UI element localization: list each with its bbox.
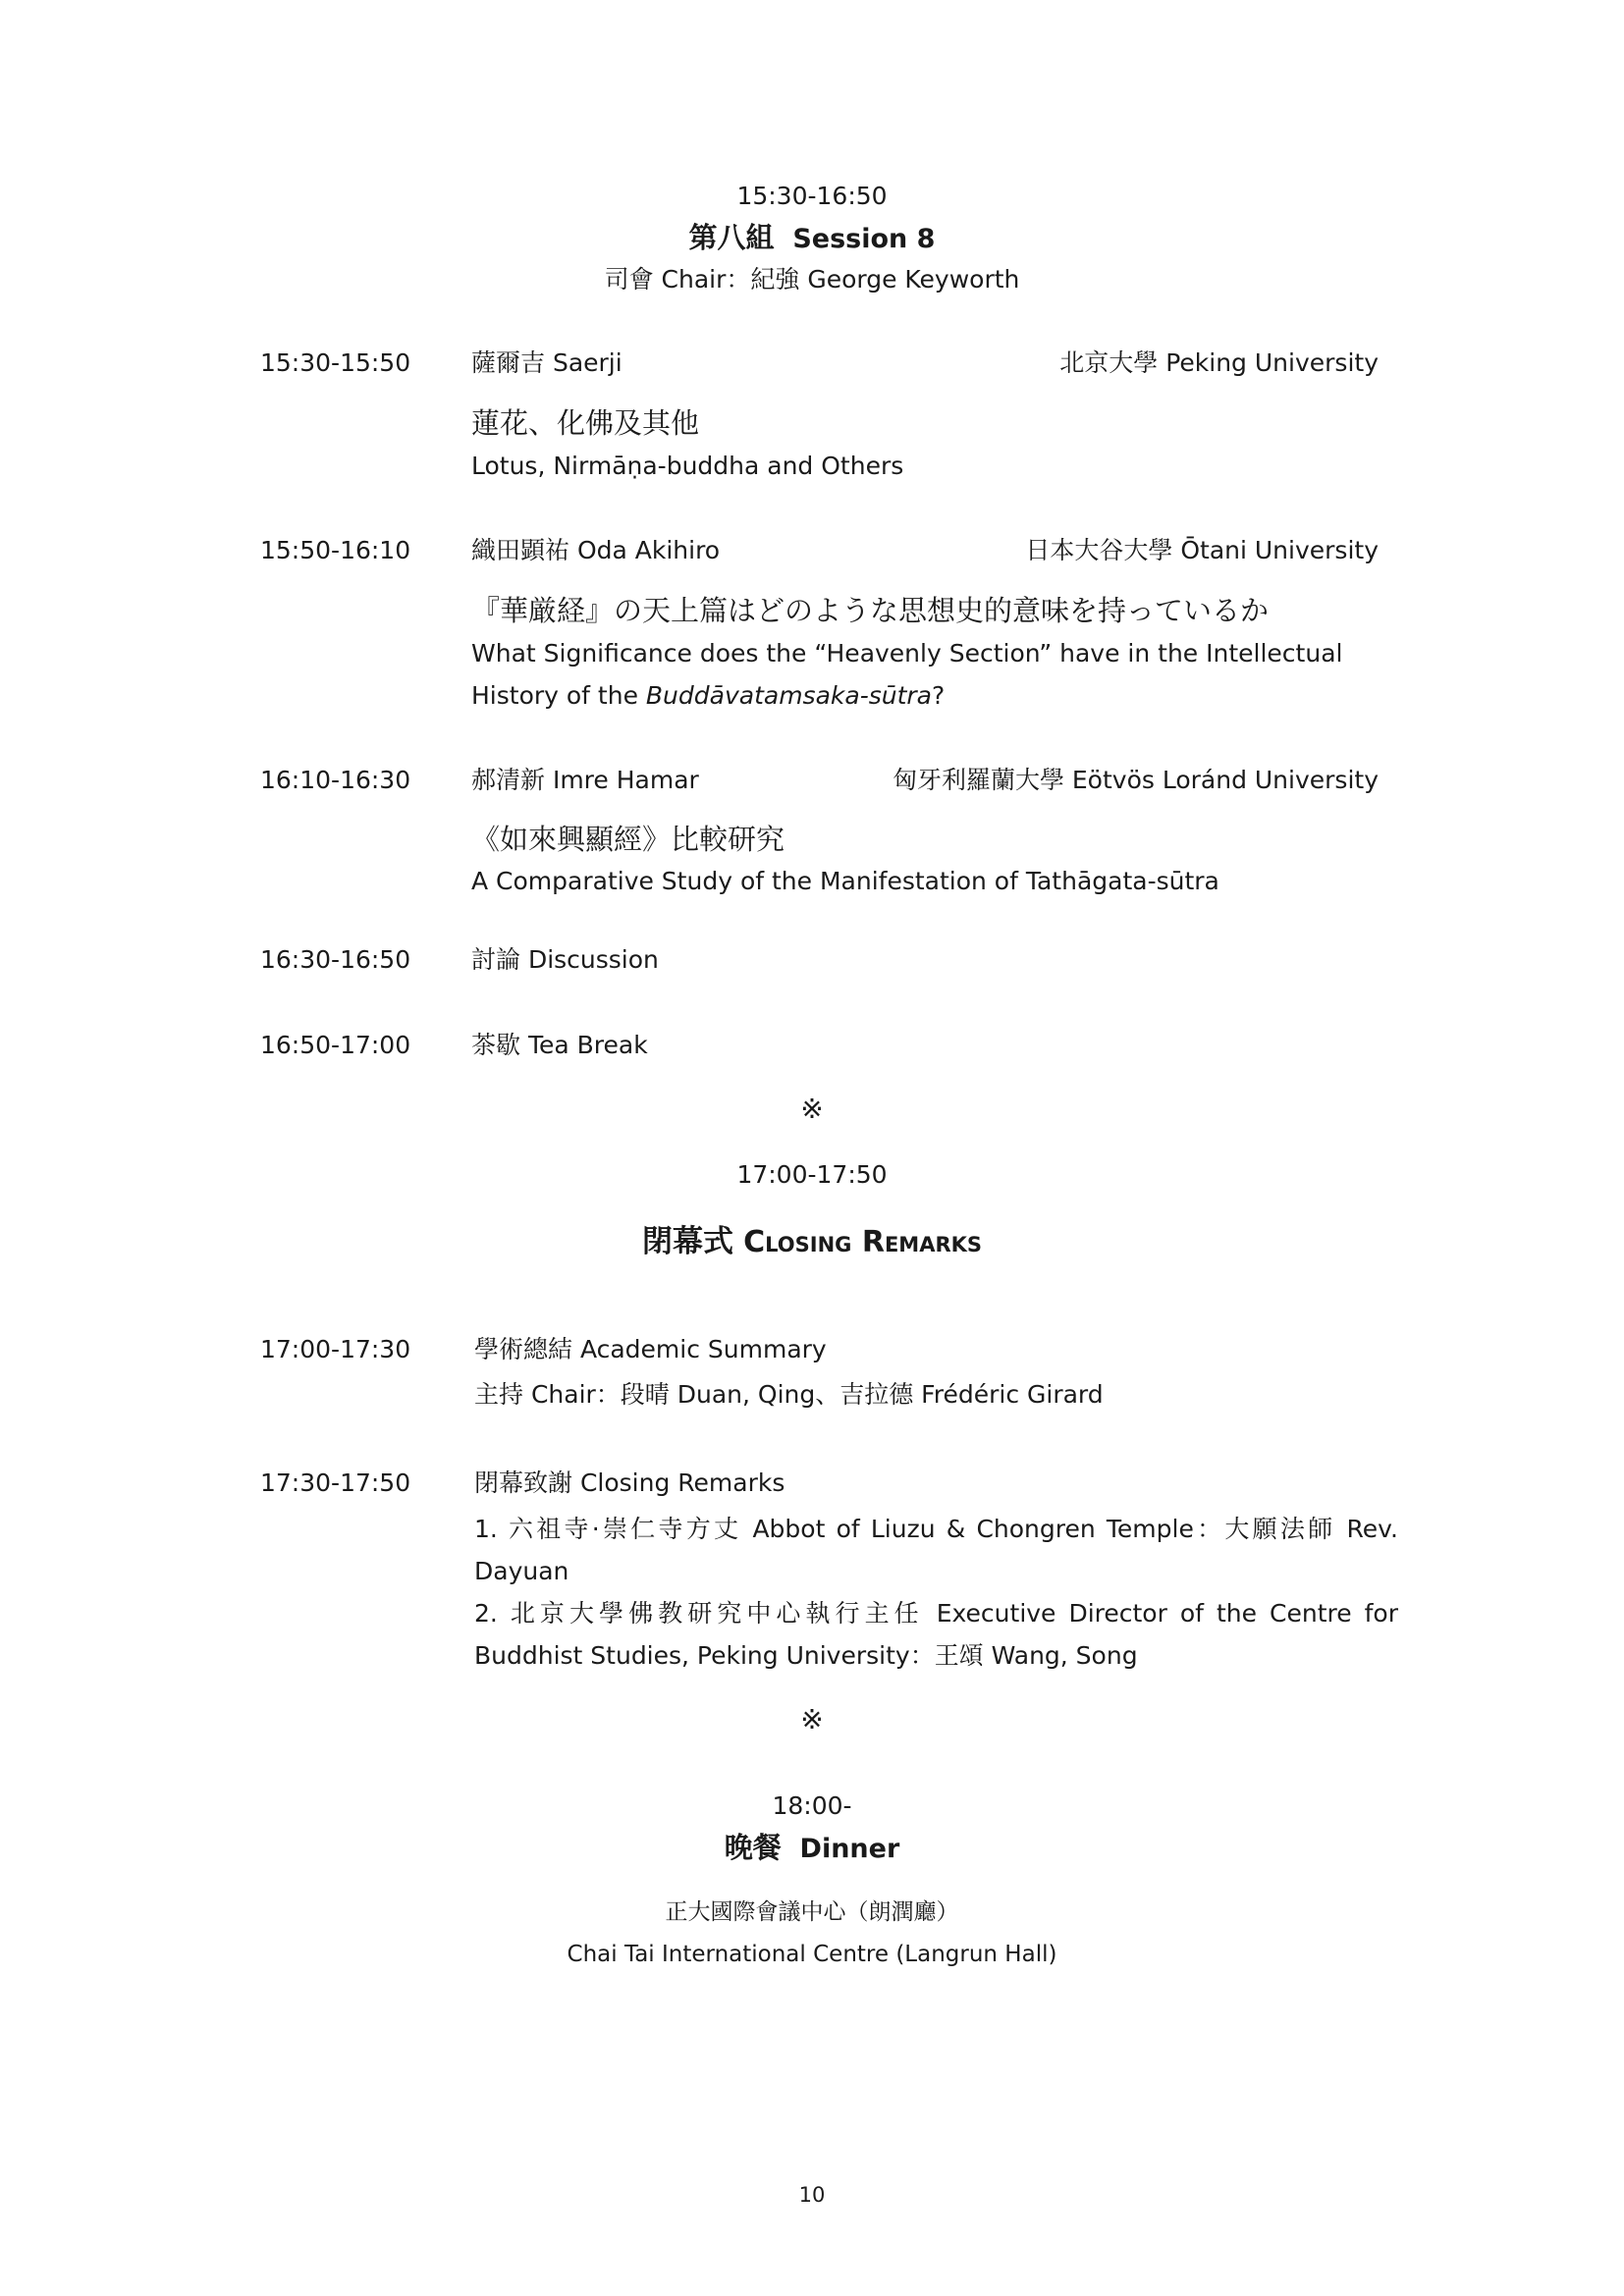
page-number: 10: [798, 2183, 826, 2207]
remarks-label: 閉幕致謝 Closing Remarks: [474, 1468, 785, 1497]
discussion-label: 討論 Discussion: [471, 945, 659, 974]
remarks-item2-line2: Buddhist Studies, Peking University：王頌 Wang, Song: [474, 1641, 1138, 1670]
summary-time: 17:00-17:30: [260, 1335, 411, 1363]
discussion-time: 16:30-16:50: [260, 945, 411, 974]
session-title: [0, 220, 1624, 257]
talk-3-title-en: A Comparative Study of the Manifestation of Tathāgata-sūtra: [471, 867, 1219, 895]
talk-2-title-ja: 『華厳経』の天上篇はどのような思想史的意味を持っているか: [471, 594, 1270, 627]
dinner-title: [0, 1830, 1624, 1867]
talk-3-title-zh: 《如來興顯經》比較研究: [471, 823, 785, 856]
remarks-item1-line2: Dayuan: [474, 1557, 569, 1585]
dinner-venue-zh: 正大國際會議中心（朗潤廳）: [665, 1899, 959, 1925]
closing-title-zh: 閉幕式: [641, 1224, 733, 1259]
session-chair: 司會 Chair：紀強 George Keyworth: [604, 265, 1020, 294]
session-title-zh: 第八組: [688, 221, 775, 254]
talk-1-speaker: 薩爾吉 Saerji: [471, 348, 623, 377]
talk-3-time: 16:10-16:30: [260, 766, 411, 794]
talk-2-affiliation: 日本大谷大學 Ōtani University: [1025, 536, 1379, 564]
talk-2-speaker: 織田顕祐 Oda Akihiro: [471, 536, 721, 564]
remarks-time: 17:30-17:50: [260, 1468, 411, 1497]
closing-time: 17:00-17:50: [736, 1160, 888, 1189]
talk-2-title-prefix: History of the: [471, 681, 646, 710]
closing-title: [0, 1222, 1624, 1266]
remarks-item1-line1: 1. 六祖寺·崇仁寺方丈 Abbot of Liuzu & Chongren Temple：大願法師 Rev.: [474, 1515, 1398, 1543]
remarks-item2-line1: 2. 北京大學佛教研究中心執行主任 Executive Director of the Centre for: [474, 1599, 1398, 1628]
separator-mark: ※: [800, 1093, 824, 1125]
talk-1-time: 15:30-15:50: [260, 348, 411, 377]
talk-3-speaker: 郝清新 Imre Hamar: [471, 766, 699, 794]
dinner-venue-en: Chai Tai International Centre (Langrun Hall): [567, 1942, 1057, 1967]
closing-title-en: Closing Remarks: [743, 1225, 983, 1259]
talk-1-title-zh: 蓮花、化佛及其他: [471, 406, 700, 440]
tea-break-label: 茶歇 Tea Break: [471, 1031, 648, 1059]
talk-2-title-italic: Buddāvatamsaka-sūtra: [645, 681, 932, 710]
tea-break-time: 16:50-17:00: [260, 1031, 411, 1059]
dinner-title-en: Dinner: [799, 1834, 900, 1864]
dinner-time: 18:00-: [772, 1791, 852, 1820]
talk-2-title-en-line1: What Significance does the “Heavenly Section” have in the Intellectual: [471, 639, 1343, 667]
summary-label: 學術總結 Academic Summary: [474, 1335, 827, 1363]
talk-1-affiliation: 北京大學 Peking University: [1059, 348, 1379, 377]
session-title-en: Session 8: [792, 224, 936, 254]
summary-chair: 主持 Chair：段晴 Duan, Qing、吉拉德 Frédéric Girard: [474, 1380, 1104, 1409]
talk-2-time: 15:50-16:10: [260, 536, 411, 564]
talk-1-title-en: Lotus, Nirmāṇa-buddha and Others: [471, 452, 904, 480]
talk-2-title-en-line2: [471, 679, 945, 713]
talk-3-affiliation: 匈牙利羅蘭大學 Eötvös Loránd University: [892, 766, 1379, 794]
separator-mark-2: ※: [800, 1703, 824, 1735]
session-time: 15:30-16:50: [736, 182, 888, 210]
dinner-title-zh: 晚餐: [724, 1831, 782, 1864]
talk-2-title-suffix: ?: [931, 681, 946, 710]
